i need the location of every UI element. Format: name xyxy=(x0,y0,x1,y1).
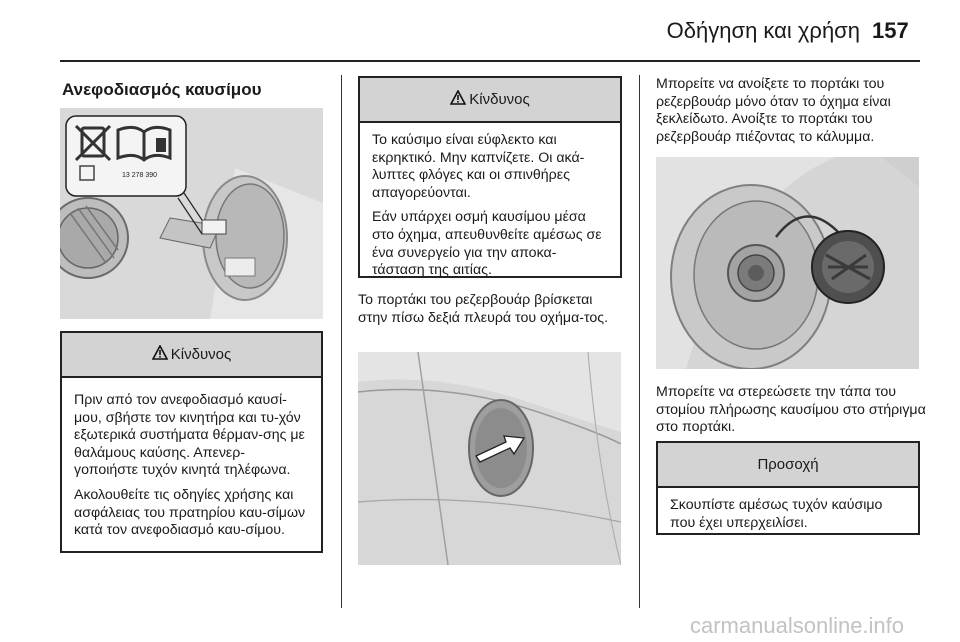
danger-box-title: Κίνδυνος xyxy=(170,346,232,363)
fuel-door-location-text: Το πορτάκι του ρεζερβουάρ βρίσκεται στην πίσω δεξιά πλευρά του οχήμα-τος. xyxy=(358,292,609,326)
caution-box-title: Προσοχή xyxy=(757,456,819,473)
caution-paragraph: Σκουπίστε αμέσως τυχόν καύσιμο που έχει υπερχειλίσει. xyxy=(670,497,883,531)
danger-paragraph: Εάν υπάρχει οσμή καυσίμου μέσα στο όχημα, απευθυνθείτε αμέσως σε ένα συνεργείο για την αποκα-τάσταση της αιτίας. xyxy=(372,209,602,279)
figure-reference-number: 13 278 390 xyxy=(122,172,158,179)
page-header-title: Οδήγηση και χρήση xyxy=(666,18,860,43)
danger-box-header xyxy=(360,78,620,123)
danger-paragraph: Πριν από τον ανεφοδιασμό καυσί-μου, σβήστε τον κινητήρα και τυ-χόν εξωτερικά συστήματα θέρμαν-σης με θαλάμους καύσης. Απενερ-γοποιήστε τυχόν κινητά τηλέφωνα. xyxy=(74,392,305,479)
warning-triangle-icon xyxy=(152,345,168,364)
fuel-door-label-drawing xyxy=(60,108,323,319)
caution-box-header xyxy=(658,443,918,488)
danger-box-title: Κίνδυνος xyxy=(469,91,530,108)
fuel-cap-illustration xyxy=(656,157,919,369)
caution-box-body xyxy=(658,488,918,532)
fuel-cap-drawing xyxy=(656,157,919,369)
vehicle-side-drawing xyxy=(358,352,621,565)
danger-box-left xyxy=(60,331,323,553)
danger-box-body xyxy=(360,123,620,280)
danger-paragraph: Το καύσιμο είναι εύφλεκτο και εκρηκτικό. Μην καπνίζετε. Οι ακά-λυπτες φλόγες και οι σπινθήρες απαγορεύονται. xyxy=(372,132,585,201)
danger-paragraph: Ακολουθείτε τις οδηγίες χρήσης και ασφάλειας του πρατηρίου καυ-σίμων κατά τον ανεφοδιασμό καυ-σίμου. xyxy=(74,486,306,539)
fuel-cap-holder-text: Μπορείτε να στερεώσετε την τάπα του στομίου πλήρωσης καυσίμου στο στήριγμα στο πορτάκι. xyxy=(656,384,926,436)
danger-box-middle xyxy=(358,76,622,278)
page-number: 157 xyxy=(872,18,909,43)
fuel-door-label-illustration xyxy=(60,108,323,319)
danger-box-body xyxy=(62,378,321,540)
header-rule xyxy=(60,60,920,62)
watermark: carmanualsonline.info xyxy=(690,613,905,638)
open-fuel-door-text: Μπορείτε να ανοίξετε το πορτάκι του ρεζερβουάρ μόνο όταν το όχημα είναι ξεκλείδωτο. Ανοίξτε το πορτάκι του ρεζερβουάρ πιέζοντας το κάλυμμα. xyxy=(656,76,891,145)
fuel-door-location-illustration xyxy=(358,352,621,565)
section-heading: Ανεφοδιασμός καυσίμου xyxy=(62,80,262,99)
caution-box xyxy=(656,441,920,535)
danger-box-header xyxy=(62,333,321,378)
column-separator-right xyxy=(639,75,640,608)
warning-triangle-icon xyxy=(450,90,466,109)
column-separator-left xyxy=(341,75,342,608)
